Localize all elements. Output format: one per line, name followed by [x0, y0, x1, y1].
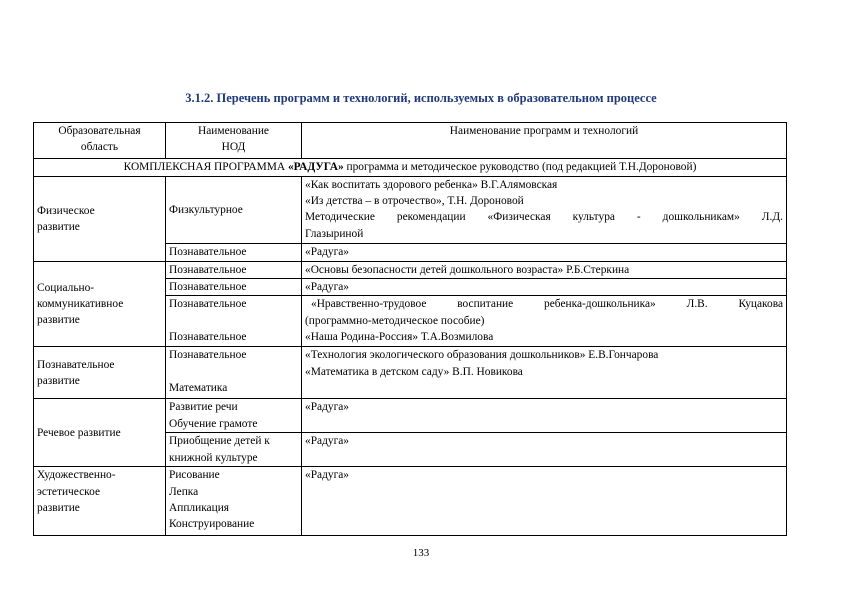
nod-cell: Развитие речи Обучение грамоте — [166, 399, 302, 433]
nod-cell: Познавательное Познавательное — [166, 296, 302, 347]
program-cell: «Радуга» — [302, 244, 787, 262]
area-art: Художественно- эстетическое развитие — [34, 467, 166, 536]
table-row — [34, 262, 787, 279]
nod-cell: Познавательное — [166, 279, 302, 296]
program-cell: «Радуга» — [302, 433, 787, 467]
programs-table — [33, 122, 787, 536]
header-area: Образовательная область — [34, 123, 166, 159]
header-programs: Наименование программ и технологий — [302, 123, 787, 159]
nod-cell: Физкультурное — [166, 177, 302, 244]
program-cell: «Основы безопасности детей дошкольного возраста» Р.Б.Стеркина — [302, 262, 787, 279]
area-physical: Физическое развитие — [34, 177, 166, 262]
program-cell: «Радуга» — [302, 279, 787, 296]
table-row — [34, 347, 787, 399]
area-speech: Речевое развитие — [34, 399, 166, 467]
area-social: Социально- коммуникативное развитие — [34, 262, 166, 347]
header-nod: Наименование НОД — [166, 123, 302, 159]
table-header-row — [34, 123, 787, 159]
table-row — [34, 467, 787, 536]
complex-program-row — [34, 159, 787, 177]
complex-program-cell: КОМПЛЕКСНАЯ ПРОГРАММА «РАДУГА» программа и методическое руководство (под редакцией Т.Н.Дороновой) — [34, 159, 787, 177]
program-cell: «Нравственно-трудовое воспитание ребенка-дошкольника» Л.В. Куцакова (программно-методическое пособие) «Наша Родина-Россия» Т.А.Возмилова — [302, 296, 787, 347]
table-row — [34, 399, 787, 433]
area-cognitive: Познавательное развитие — [34, 347, 166, 399]
nod-cell: Познавательное — [166, 244, 302, 262]
nod-cell: Познавательное — [166, 262, 302, 279]
nod-cell: Познавательное Математика — [166, 347, 302, 399]
program-cell: «Радуга» — [302, 399, 787, 433]
nod-cell: Рисование Лепка Аппликация Конструирование — [166, 467, 302, 536]
program-cell: «Радуга» — [302, 467, 787, 536]
nod-cell: Приобщение детей к книжной культуре — [166, 433, 302, 467]
program-cell: «Технология экологического образования дошкольников» Е.В.Гончарова «Математика в детском саду» В.П. Новикова — [302, 347, 787, 399]
table-row — [34, 177, 787, 244]
page-title: 3.1.2. Перечень программ и технологий, используемых в образовательном процессе — [185, 91, 657, 105]
program-cell: «Как воспитать здорового ребенка» В.Г.Алямовская «Из детства – в отрочество», Т.Н. Дороновой Методические рекомендации «Физическая культура - дошкольникам» Л.Д. Глазыриной — [302, 177, 787, 244]
page-number: 133 — [412, 547, 430, 559]
